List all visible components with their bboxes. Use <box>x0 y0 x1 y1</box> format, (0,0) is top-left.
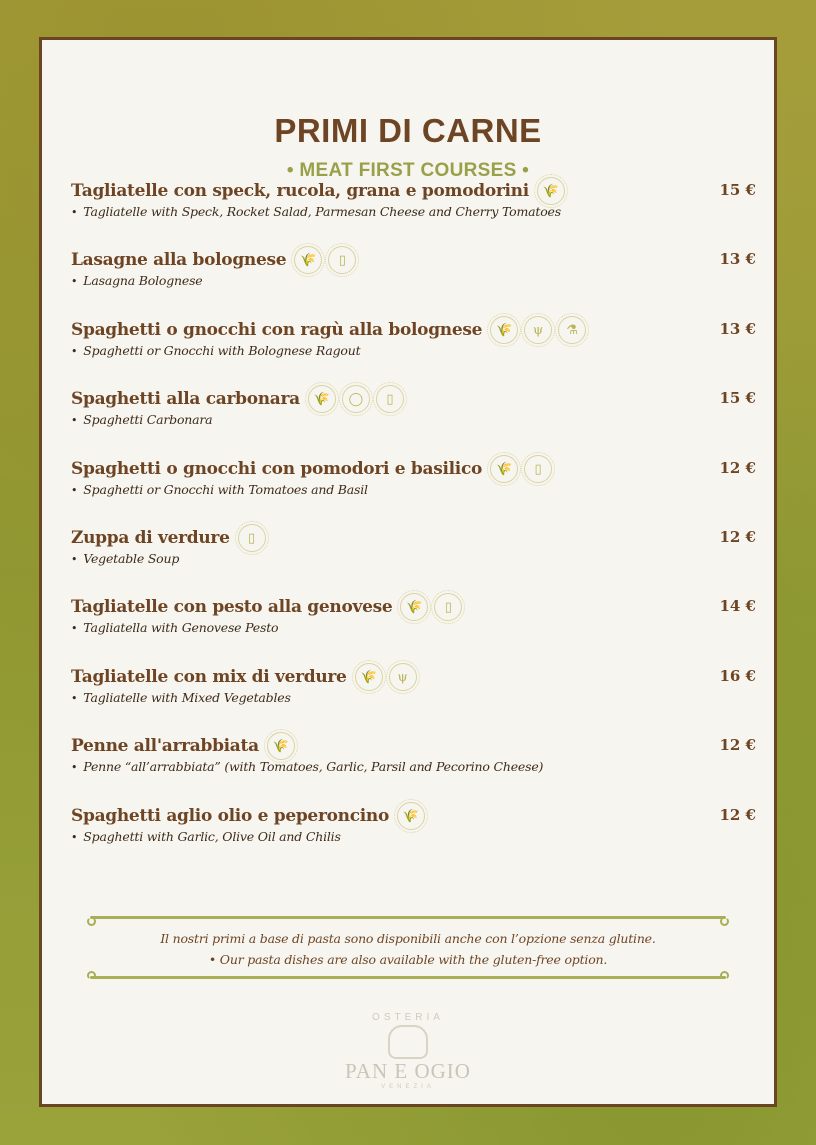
dish-name: Penne all'arrabbiata <box>71 736 259 756</box>
bullet: • <box>71 414 78 427</box>
menu-item <box>71 523 756 583</box>
dish-description-text: Spaghetti or Gnocchi with Tomatoes and Basil <box>83 482 368 497</box>
dish-description-text: Spaghetti or Gnocchi with Bolognese Ragout <box>83 343 361 358</box>
bullet: • <box>71 692 78 705</box>
dish-price: 15 € <box>719 181 756 199</box>
logo-osteria-text: OSTERIA <box>372 1012 444 1023</box>
gluten-free-note <box>90 916 726 976</box>
bullet: • <box>71 831 78 844</box>
celery-icon: ψ <box>524 316 552 344</box>
logo-city-text: VENEZIA <box>381 1084 435 1090</box>
menu-item <box>71 384 756 444</box>
allergen-icons <box>397 802 425 830</box>
wheat-icon: 🌾 <box>537 177 565 205</box>
dish-price: 14 € <box>719 597 756 615</box>
dish-description-text: Spaghetti with Garlic, Olive Oil and Chilis <box>83 829 341 844</box>
menu-item <box>71 245 756 305</box>
menu-card <box>39 37 777 1107</box>
menu-item <box>71 176 756 236</box>
menu-item <box>71 662 756 722</box>
bullet: • <box>71 484 78 497</box>
dish-name: Tagliatelle con mix di verdure <box>71 667 347 687</box>
wheat-icon: 🌾 <box>490 455 518 483</box>
menu-item <box>71 731 756 791</box>
milk-bottle-icon: ▯ <box>434 593 462 621</box>
note-divider-top <box>90 916 726 919</box>
dish-price: 12 € <box>719 459 756 477</box>
note-divider-bottom <box>90 976 726 979</box>
note-text-english: • Our pasta dishes are also available with the gluten-free option. <box>208 952 608 967</box>
milk-bottle-icon: ▯ <box>376 385 404 413</box>
wheat-icon: 🌾 <box>490 316 518 344</box>
milk-bottle-icon: ▯ <box>238 524 266 552</box>
dish-name: Tagliatelle con pesto alla genovese <box>71 597 393 617</box>
wheat-icon: 🌾 <box>355 663 383 691</box>
allergen-icons <box>355 663 417 691</box>
dish-price: 12 € <box>719 528 756 546</box>
dish-price: 13 € <box>719 250 756 268</box>
logo-name-text: PAN E OGIO <box>345 1059 471 1083</box>
dish-price: 15 € <box>719 389 756 407</box>
dish-name: Spaghetti o gnocchi con ragù alla bolognese <box>71 320 483 340</box>
flask-icon: ⚗ <box>558 316 586 344</box>
dish-description-text: Tagliatella with Genovese Pesto <box>83 620 279 635</box>
allergen-icons <box>537 177 565 205</box>
dish-description <box>71 482 756 497</box>
dish-description <box>71 551 756 566</box>
bullet: • <box>71 345 78 358</box>
menu-item <box>71 592 756 652</box>
dish-name: Lasagne alla bolognese <box>71 250 287 270</box>
dish-description-text: Tagliatelle with Mixed Vegetables <box>83 690 291 705</box>
allergen-icons <box>238 524 266 552</box>
bullet: • <box>71 553 78 566</box>
dish-description-text: Lasagna Bolognese <box>83 273 203 288</box>
allergen-icons <box>267 732 295 760</box>
dish-name: Spaghetti aglio olio e peperoncino <box>71 806 390 826</box>
bullet: • <box>71 761 78 774</box>
page-subtitle: • MEAT FIRST COURSES • <box>286 160 530 181</box>
bullet: • <box>71 622 78 635</box>
dish-description <box>71 759 756 774</box>
allergen-icons <box>308 385 404 413</box>
dish-price: 16 € <box>719 667 756 685</box>
egg-icon: ◯ <box>342 385 370 413</box>
dish-description <box>71 412 756 427</box>
dish-price: 12 € <box>719 806 756 824</box>
allergen-icons <box>490 455 552 483</box>
wheat-icon: 🌾 <box>294 246 322 274</box>
dish-description <box>71 690 756 705</box>
wheat-icon: 🌾 <box>400 593 428 621</box>
dish-name: Zuppa di verdure <box>71 528 230 548</box>
allergen-icons <box>490 316 586 344</box>
bread-logo-icon <box>388 1025 428 1059</box>
allergen-icons <box>400 593 462 621</box>
dish-price: 13 € <box>719 320 756 338</box>
wheat-icon: 🌾 <box>267 732 295 760</box>
menu-item <box>71 454 756 514</box>
dish-name: Tagliatelle con speck, rucola, grana e pomodorini <box>71 181 529 201</box>
restaurant-logo <box>42 1012 774 1090</box>
wheat-icon: 🌾 <box>308 385 336 413</box>
dish-description <box>71 343 756 358</box>
dish-description <box>71 273 756 288</box>
milk-bottle-icon: ▯ <box>328 246 356 274</box>
page-title: PRIMI DI CARNE <box>274 112 542 149</box>
menu-item <box>71 801 756 861</box>
allergen-icons <box>294 246 356 274</box>
wheat-icon: 🌾 <box>397 802 425 830</box>
dish-name: Spaghetti o gnocchi con pomodori e basilico <box>71 459 483 479</box>
dish-price: 12 € <box>719 736 756 754</box>
note-text-italian: Il nostri primi a base di pasta sono disponibili anche con l’opzione senza glutine. <box>160 931 656 946</box>
bullet: • <box>71 275 78 288</box>
bullet: • <box>71 206 78 219</box>
dish-description <box>71 204 756 219</box>
celery-icon: ψ <box>389 663 417 691</box>
dish-description-text: Vegetable Soup <box>83 551 180 566</box>
dish-description-text: Penne “all’arrabbiata” (with Tomatoes, Garlic, Parsil and Pecorino Cheese) <box>83 759 544 774</box>
menu-item <box>71 315 756 375</box>
milk-bottle-icon: ▯ <box>524 455 552 483</box>
dish-name: Spaghetti alla carbonara <box>71 389 300 409</box>
dish-description-text: Spaghetti Carbonara <box>83 412 213 427</box>
dish-description-text: Tagliatelle with Speck, Rocket Salad, Parmesan Cheese and Cherry Tomatoes <box>83 204 561 219</box>
